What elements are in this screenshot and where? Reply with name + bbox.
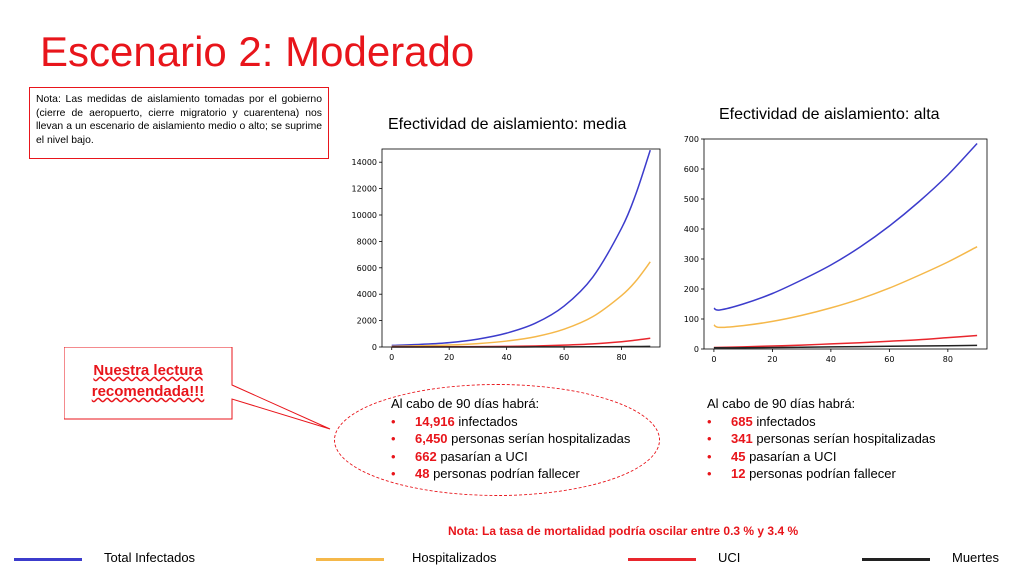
legend-label: Muertes	[952, 550, 999, 565]
series-line-muertes	[392, 346, 651, 347]
y-tick-label: 10000	[351, 211, 377, 220]
y-tick-label: 6000	[356, 263, 377, 273]
chart-high-isolation	[672, 135, 997, 370]
summary-item: • 662 pasarían a UCI	[391, 448, 528, 464]
y-tick-label: 14000	[351, 158, 377, 168]
series-line-hospitalizados	[714, 247, 977, 328]
y-tick-label: 700	[683, 135, 699, 144]
chart-medium-isolation	[340, 145, 670, 370]
plot-frame	[704, 139, 987, 349]
x-tick-label: 60	[558, 353, 570, 362]
y-tick-label: 0	[371, 343, 377, 352]
legend-swatch	[628, 558, 696, 561]
y-tick-label: 4000	[356, 290, 377, 300]
y-tick-label: 12000	[351, 184, 377, 194]
legend-swatch	[14, 558, 82, 561]
summary-item: • 341 personas serían hospitalizadas	[707, 431, 936, 446]
summary-heading: Al cabo de 90 días habrá:	[391, 396, 540, 411]
plot-frame	[382, 149, 660, 347]
callout-text	[64, 360, 232, 402]
y-tick-label: 100	[683, 315, 699, 324]
x-tick-label: 60	[884, 355, 895, 364]
series-line-total-infectados	[714, 144, 977, 311]
summary-high	[707, 395, 936, 483]
legend-label: UCI	[718, 550, 741, 565]
x-tick-label: 80	[942, 355, 953, 364]
series-line-hospitalizados	[392, 262, 651, 346]
y-tick-label: 500	[683, 195, 699, 204]
y-tick-label: 200	[683, 285, 699, 294]
y-tick-label: 0	[693, 345, 699, 354]
y-tick-label: 2000	[356, 316, 377, 326]
chart-title-high: Efectividad de aislamiento: alta	[719, 106, 940, 123]
slide-title: Escenario 2: Moderado	[40, 28, 475, 75]
x-tick-label: 0	[711, 355, 717, 364]
summary-item: • 6,450 personas serían hospitalizadas	[391, 431, 631, 446]
legend-label: Hospitalizados	[412, 550, 497, 565]
summary-item: • 685 infectados	[707, 413, 816, 429]
x-tick-label: 40	[501, 353, 512, 362]
chart-title-medium: Efectividad de aislamiento: media	[388, 116, 627, 133]
summary-medium	[391, 395, 630, 483]
callout-line-2: recomendada!!!	[91, 383, 205, 400]
x-tick-label: 20	[444, 353, 455, 362]
y-tick-label: 600	[683, 165, 699, 174]
y-tick-label: 300	[683, 255, 699, 264]
summary-heading: Al cabo de 90 días habrá:	[707, 396, 856, 411]
mortality-note: Nota: La tasa de mortalidad podría oscilar entre 0.3 % y 3.4 %	[448, 524, 799, 538]
x-tick-label: 20	[767, 355, 778, 364]
x-tick-label: 80	[616, 353, 627, 362]
x-tick-label: 40	[825, 355, 836, 364]
legend-swatch	[316, 558, 384, 561]
isolation-note: Nota: Las medidas de aislamiento tomadas por el gobierno (cierre de aeropuerto, cierre migratorio y cuarentena) nos llevan a un escenario de aislamiento medio o alto; se suprime el nivel bajo.	[29, 87, 329, 159]
y-tick-label: 8000	[356, 237, 377, 247]
x-tick-label: 0	[389, 353, 395, 362]
summary-item: • 14,916 infectados	[391, 413, 518, 429]
y-tick-label: 400	[683, 225, 699, 234]
summary-item: • 12 personas podrían fallecer	[707, 466, 896, 481]
summary-item: • 48 personas podrían fallecer	[391, 466, 580, 481]
callout-line-1: Nuestra lectura	[93, 362, 203, 379]
legend-swatch	[862, 558, 930, 561]
legend-label: Total Infectados	[104, 550, 196, 565]
series-line-total-infectados	[392, 150, 651, 345]
summary-item: • 45 pasarían a UCI	[707, 448, 837, 464]
